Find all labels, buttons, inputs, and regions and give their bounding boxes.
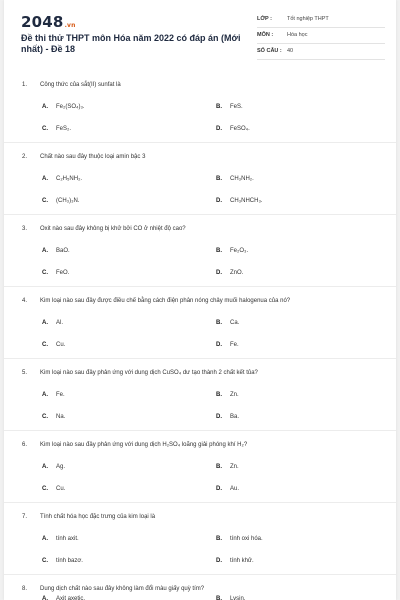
meta-row-subject <box>257 28 385 44</box>
option-letter: D. <box>216 270 222 276</box>
option-letter: B. <box>216 248 222 254</box>
question-number: 7. <box>22 514 28 520</box>
option-text: tính oxi hóa. <box>230 536 263 542</box>
answer-option[interactable] <box>216 176 254 182</box>
option-letter: D. <box>216 342 222 348</box>
option-letter: C. <box>42 486 48 492</box>
option-text: FeSO₄. <box>230 126 250 132</box>
answer-option[interactable] <box>216 320 239 326</box>
answer-option[interactable] <box>42 464 65 470</box>
question-item <box>4 574 396 600</box>
option-letter: A. <box>42 536 48 542</box>
question-item <box>4 286 396 359</box>
option-text: C₂H₅NH₂. <box>56 176 83 182</box>
answer-option[interactable] <box>216 248 248 254</box>
question-text: Oxit nào sau đây không bị khử bởi CO ở nhiệt độ cao? <box>40 226 186 232</box>
option-text: Zn. <box>230 464 239 470</box>
answer-option[interactable] <box>216 464 239 470</box>
option-text: Ca. <box>230 320 240 326</box>
option-text: Cu. <box>56 486 66 492</box>
question-text: Chất nào sau đây thuộc loại amin bậc 3 <box>40 154 146 160</box>
answer-option[interactable] <box>216 536 263 542</box>
question-number: 2. <box>22 154 28 160</box>
question-number: 5. <box>22 370 28 376</box>
logo-text: 2048 <box>21 13 64 31</box>
option-letter: A. <box>42 176 48 182</box>
answer-option[interactable] <box>216 198 263 204</box>
question-item <box>4 70 396 143</box>
question-item <box>4 502 396 575</box>
option-letter: A. <box>42 104 48 110</box>
option-letter: D. <box>216 126 222 132</box>
answer-option[interactable] <box>216 126 250 132</box>
answer-option[interactable] <box>216 486 239 492</box>
answer-option[interactable] <box>42 198 80 204</box>
option-letter: A. <box>42 464 48 470</box>
option-letter: A. <box>42 596 48 600</box>
option-text: CH₃NH₂. <box>230 176 254 182</box>
logo-suffix: .vn <box>64 22 76 29</box>
answer-option[interactable] <box>42 126 71 132</box>
option-text: Fe₂O₃. <box>230 248 249 254</box>
question-number: 3. <box>22 226 28 232</box>
option-text: Ag. <box>56 464 66 470</box>
question-item <box>4 142 396 215</box>
option-text: Fe. <box>230 342 239 348</box>
question-item <box>4 430 396 503</box>
option-letter: C. <box>42 558 48 564</box>
option-letter: B. <box>216 596 222 600</box>
option-letter: A. <box>42 392 48 398</box>
answer-option[interactable] <box>42 486 65 492</box>
option-letter: B. <box>216 104 222 110</box>
option-text: Au. <box>230 486 240 492</box>
question-text: Công thức của sắt(II) sunfat là <box>40 82 121 88</box>
question-number: 6. <box>22 442 28 448</box>
option-text: FeS. <box>230 104 243 110</box>
meta-row-class <box>257 12 385 28</box>
answer-option[interactable] <box>42 104 85 110</box>
option-text: Lysin. <box>230 596 246 600</box>
option-letter: B. <box>216 392 222 398</box>
option-letter: D. <box>216 414 222 420</box>
answer-option[interactable] <box>216 558 254 564</box>
option-text: FeS₂. <box>56 126 71 132</box>
meta-label: LỚP : <box>257 16 272 22</box>
question-number: 4. <box>22 298 28 304</box>
question-item <box>4 214 396 287</box>
option-letter: B. <box>216 176 222 182</box>
option-letter: C. <box>42 414 48 420</box>
answer-option[interactable] <box>42 320 63 326</box>
option-text: CH₃NHCH₃. <box>230 198 263 204</box>
option-text: ZnO. <box>230 270 244 276</box>
question-number: 1. <box>22 82 28 88</box>
answer-option[interactable] <box>42 248 70 254</box>
option-text: Ba. <box>230 414 240 420</box>
meta-value: Tốt nghiệp THPT <box>287 16 329 22</box>
option-letter: B. <box>216 464 222 470</box>
question-text: Tính chất hóa học đặc trưng của kim loại là <box>40 514 156 520</box>
answer-option[interactable] <box>216 104 243 110</box>
question-item <box>4 358 396 431</box>
option-letter: C. <box>42 126 48 132</box>
meta-label: MÔN : <box>257 32 274 38</box>
page-header <box>4 0 396 62</box>
meta-label: SỐ CÂU : <box>257 48 282 54</box>
meta-value: 40 <box>287 48 294 54</box>
option-text: tính bazơ. <box>56 558 83 564</box>
option-text: Fe. <box>56 392 65 398</box>
question-number: 8. <box>22 586 28 592</box>
option-letter: D. <box>216 558 222 564</box>
answer-option[interactable] <box>216 596 245 600</box>
site-logo[interactable] <box>21 13 76 31</box>
meta-value: Hóa học <box>287 32 308 38</box>
option-text: FeO. <box>56 270 70 276</box>
meta-row-count <box>257 44 385 60</box>
option-letter: B. <box>216 320 222 326</box>
question-text: Kim loại nào sau đây được điều chế bằng cách điện phân nóng chảy muối halogenua của nó? <box>40 298 291 304</box>
option-letter: C. <box>42 198 48 204</box>
option-text: (CH₃)₃N. <box>56 198 80 204</box>
option-text: Cu. <box>56 342 66 348</box>
option-letter: D. <box>216 198 222 204</box>
option-text: Na. <box>56 414 66 420</box>
option-text: Fe₂(SO₄)₃. <box>56 104 85 110</box>
option-text: tính khử. <box>230 558 254 564</box>
option-letter: C. <box>42 342 48 348</box>
option-letter: A. <box>42 248 48 254</box>
answer-option[interactable] <box>42 536 79 542</box>
answer-option[interactable] <box>216 414 239 420</box>
answer-option[interactable] <box>216 342 239 348</box>
answer-option[interactable] <box>42 414 65 420</box>
answer-option[interactable] <box>216 270 243 276</box>
exam-meta <box>257 12 385 60</box>
option-text: Axit axetic. <box>56 596 86 600</box>
question-text: Kim loại nào sau đây phản ứng với dung dịch H₂SO₄ loãng giải phóng khí H₂? <box>40 442 248 448</box>
answer-option[interactable] <box>42 558 83 564</box>
option-letter: A. <box>42 320 48 326</box>
option-text: tính axit. <box>56 536 79 542</box>
option-text: BaO. <box>56 248 70 254</box>
document-page <box>4 0 396 600</box>
option-letter: B. <box>216 536 222 542</box>
answer-option[interactable] <box>42 342 65 348</box>
answer-option[interactable] <box>216 392 239 398</box>
answer-option[interactable] <box>42 596 85 600</box>
answer-option[interactable] <box>42 270 69 276</box>
option-text: Al. <box>56 320 64 326</box>
answer-option[interactable] <box>42 392 65 398</box>
option-letter: D. <box>216 486 222 492</box>
answer-option[interactable] <box>42 176 82 182</box>
page-title: Đề thi thử THPT môn Hóa năm 2022 có đáp án (Mới nhất) - Đề 18 <box>21 33 241 54</box>
option-text: Zn. <box>230 392 239 398</box>
question-text: Dung dịch chất nào sau đây không làm đổi màu giấy quỳ tím? <box>40 586 205 592</box>
option-letter: C. <box>42 270 48 276</box>
question-text: Kim loại nào sau đây phản ứng với dung dịch CuSO₄ dư tạo thành 2 chất kết tủa? <box>40 370 258 376</box>
